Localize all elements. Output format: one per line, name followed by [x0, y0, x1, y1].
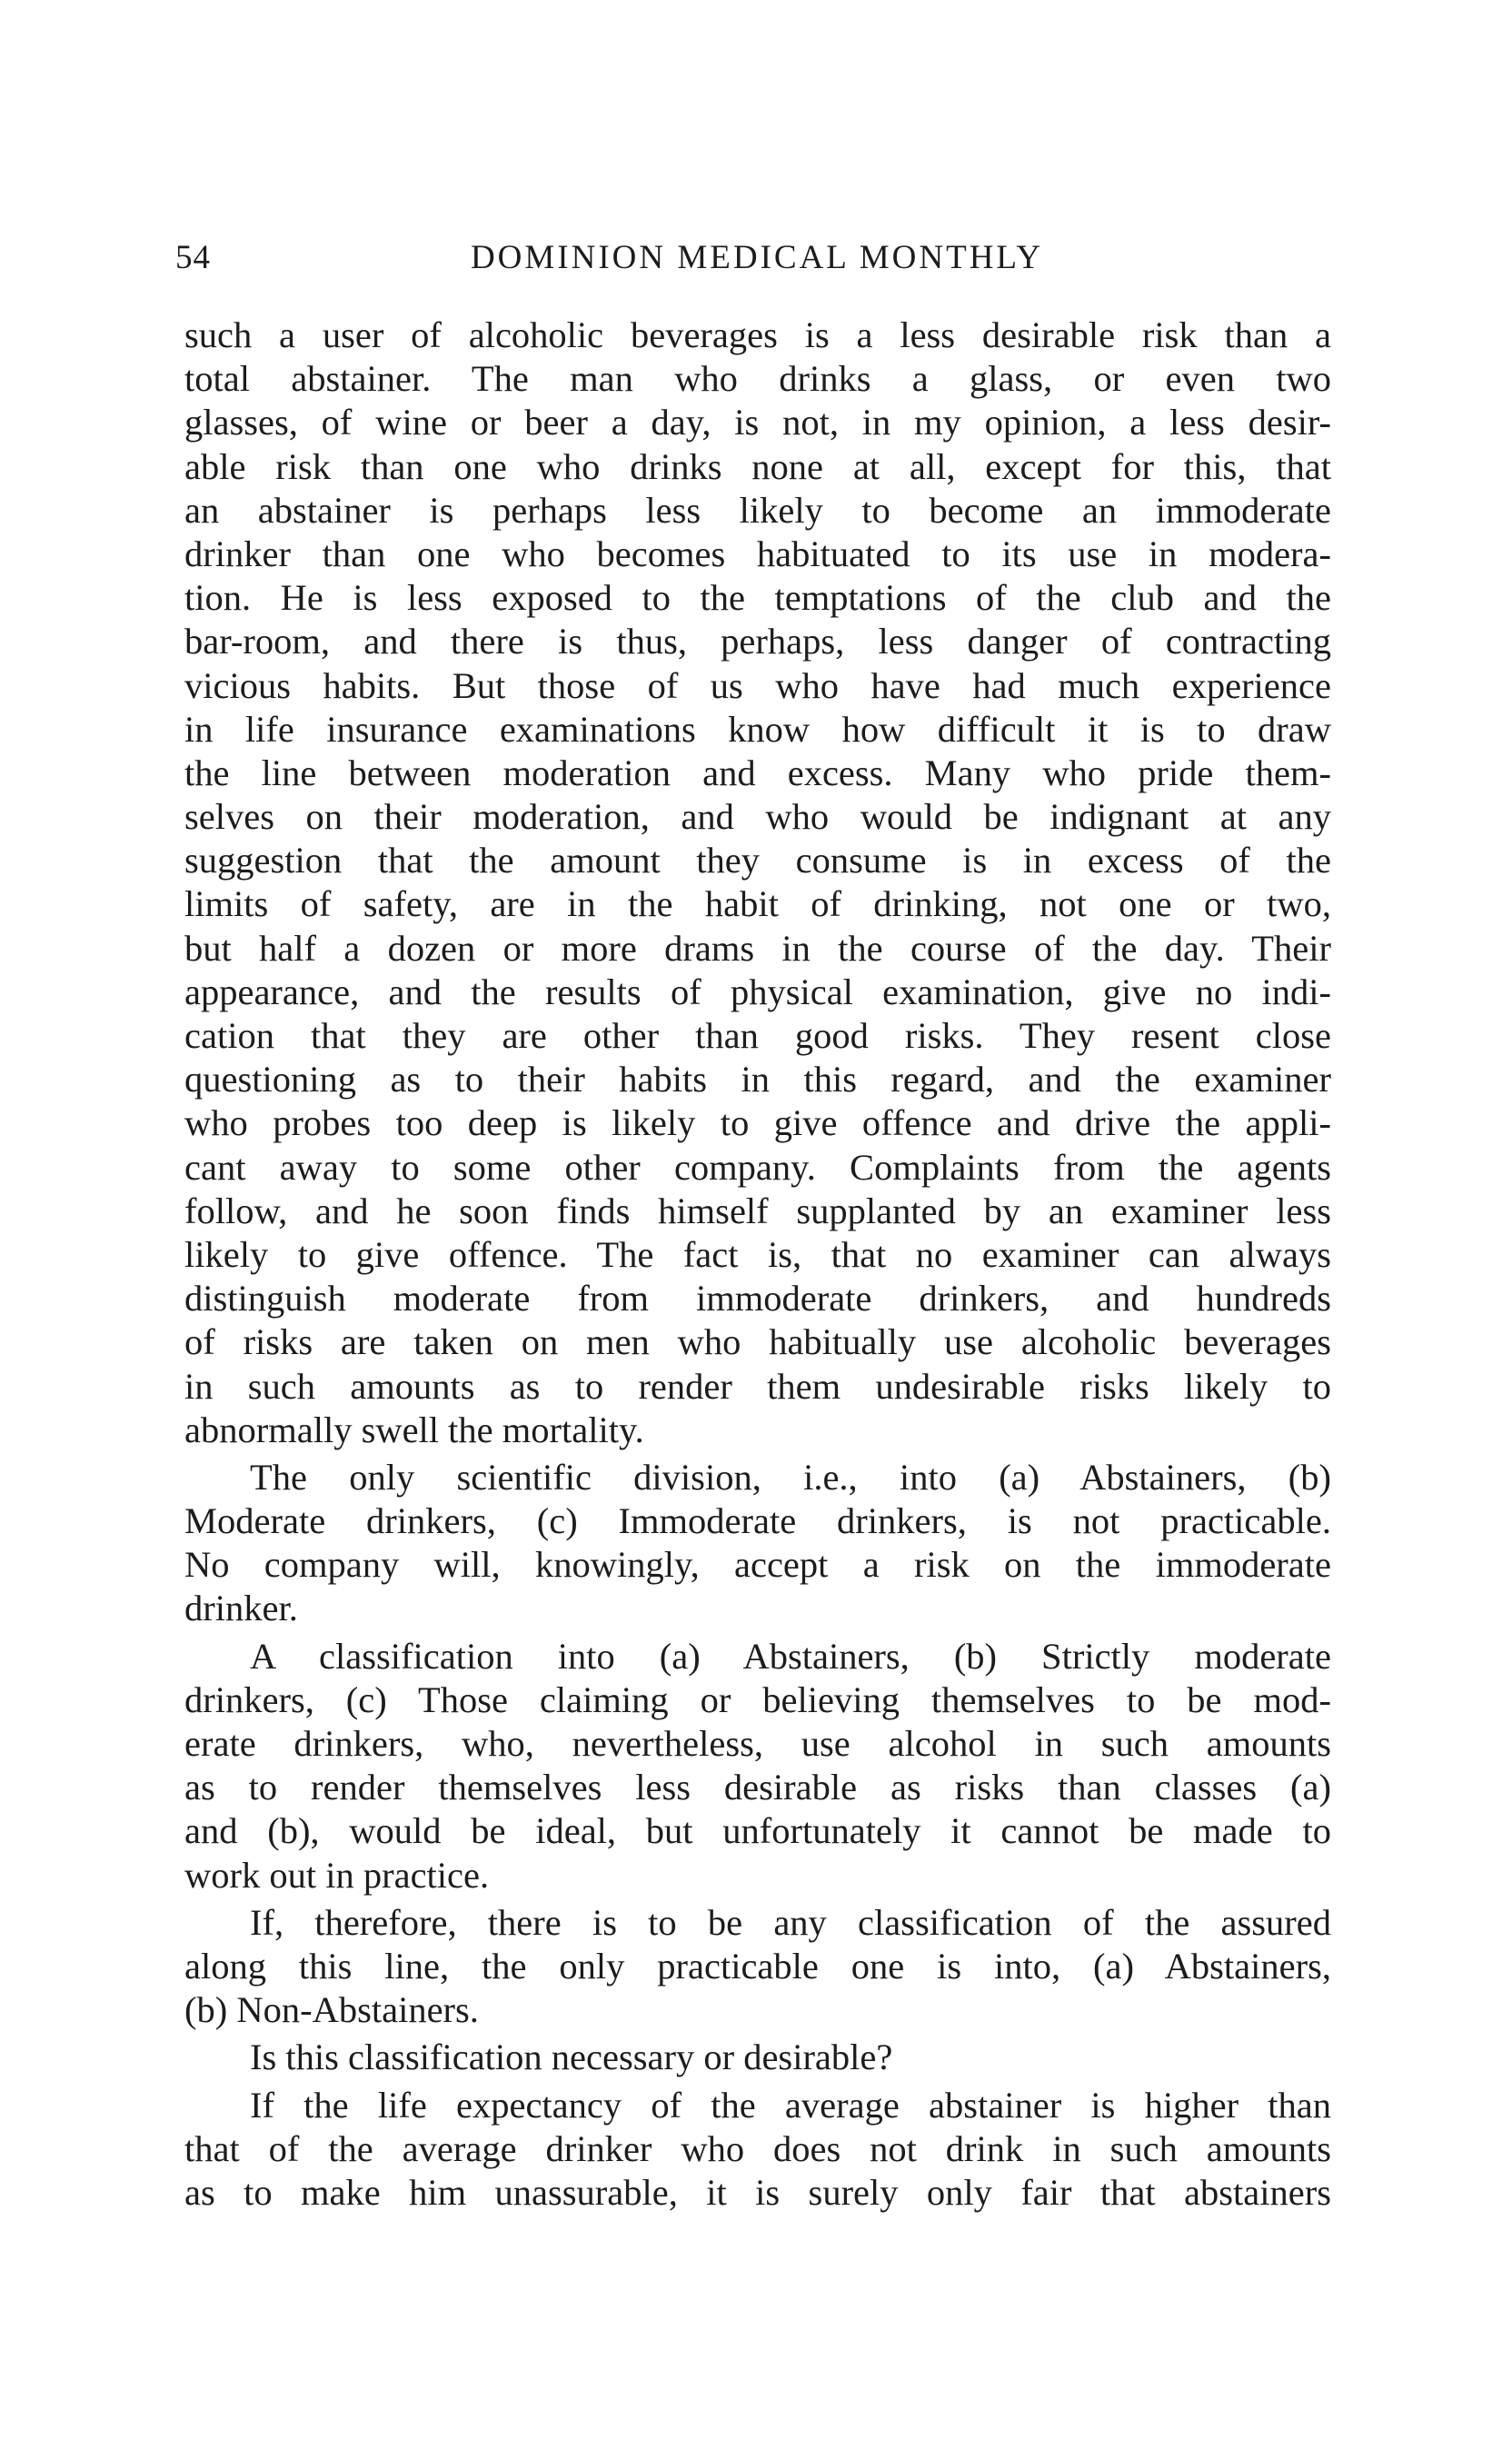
text-line: in life insurance examinations know how difficult it is to draw — [184, 708, 1331, 750]
text-line: questioning as to their habits in this regard, and the examiner — [184, 1059, 1331, 1101]
paragraph — [184, 1901, 1331, 2033]
text-line: able risk than one who drinks none at all, except for this, that — [184, 445, 1331, 487]
paragraph — [184, 2084, 1331, 2216]
page-number: 54 — [175, 239, 211, 276]
text-line: tion. He is less exposed to the temptations of the club and the — [184, 577, 1331, 619]
text-line: likely to give offence. The fact is, that no examiner can always — [184, 1233, 1331, 1275]
text-line: erate drinkers, who, nevertheless, use alcohol in such amounts — [184, 1723, 1331, 1764]
body-text — [184, 314, 1331, 2215]
text-line: appearance, and the results of physical examination, give no indi- — [184, 971, 1331, 1012]
text-line: cant away to some other company. Complaints from the agents — [184, 1146, 1331, 1188]
text-line: drinker than one who becomes habituated to its use in modera- — [184, 533, 1331, 574]
text-line: as to render themselves less desirable as risks than classes (a) — [184, 1767, 1331, 1808]
text-line: work out in practice. — [184, 1854, 490, 1896]
text-line: bar-room, and there is thus, perhaps, less danger of contracting — [184, 621, 1331, 662]
text-line: selves on their moderation, and who would be indignant at any — [184, 796, 1331, 838]
text-line: The only scientific division, i.e., into (a) Abstainers, (b) — [250, 1456, 1331, 1498]
running-title: DOMINION MEDICAL MONTHLY — [470, 239, 1044, 276]
text-line: total abstainer. The man who drinks a glass, or even two — [184, 358, 1331, 400]
text-line: Is this classification necessary or desirable? — [250, 2037, 893, 2078]
text-line: limits of safety, are in the habit of drinking, not one or two, — [184, 883, 1331, 925]
text-line: along this line, the only practicable one is into, (a) Abstainers, — [184, 1945, 1331, 1987]
paragraph — [184, 2036, 1331, 2079]
text-line: but half a dozen or more drams in the course of the day. Their — [184, 927, 1331, 969]
text-line: distinguish moderate from immoderate drinkers, and hundreds — [184, 1278, 1331, 1320]
text-line: vicious habits. But those of us who have had much experience — [184, 664, 1331, 706]
text-line: drinkers, (c) Those claiming or believing themselves to be mod- — [184, 1678, 1331, 1720]
text-line: and (b), would be ideal, but unfortunately it cannot be made to — [184, 1810, 1331, 1852]
text-line: an abstainer is perhaps less likely to become an immoderate — [184, 489, 1331, 531]
paragraph — [184, 1456, 1331, 1631]
text-line: suggestion that the amount they consume is in excess of the — [184, 840, 1331, 881]
text-line: glasses, of wine or beer a day, is not, in my opinion, a less desir- — [184, 402, 1331, 443]
text-line: who probes too deep is likely to give offence and drive the appli- — [184, 1102, 1331, 1144]
paragraph — [184, 314, 1331, 1452]
text-line: of risks are taken on men who habitually use alcoholic beverages — [184, 1321, 1331, 1363]
text-line: as to make him unassurable, it is surely only fair that abstainers — [184, 2171, 1331, 2213]
text-line: If, therefore, there is to be any classification of the assured — [250, 1901, 1331, 1943]
text-line: Moderate drinkers, (c) Immoderate drinkers, is not practicable. — [184, 1500, 1331, 1542]
text-line: No company will, knowingly, accept a risk on the immoderate — [184, 1544, 1331, 1586]
text-line: follow, and he soon finds himself supplanted by an examiner less — [184, 1190, 1331, 1231]
text-line: the line between moderation and excess. Many who pride them- — [184, 752, 1331, 793]
page-header — [175, 238, 1338, 284]
paragraph — [184, 1635, 1331, 1897]
text-line: A classification into (a) Abstainers, (b) Strictly moderate — [250, 1635, 1331, 1677]
text-line: in such amounts as to render them undesirable risks likely to — [184, 1365, 1331, 1407]
text-line: that of the average drinker who does not drink in such amounts — [184, 2127, 1331, 2169]
text-line: If the life expectancy of the average abstainer is higher than — [250, 2084, 1331, 2126]
text-line: such a user of alcoholic beverages is a less desirable risk than a — [184, 314, 1331, 355]
text-line: drinker. — [184, 1588, 298, 1629]
text-line: abnormally swell the mortality. — [184, 1409, 644, 1450]
text-line: (b) Non-Abstainers. — [184, 1989, 479, 2031]
text-line: cation that they are other than good risks. They resent close — [184, 1015, 1331, 1056]
